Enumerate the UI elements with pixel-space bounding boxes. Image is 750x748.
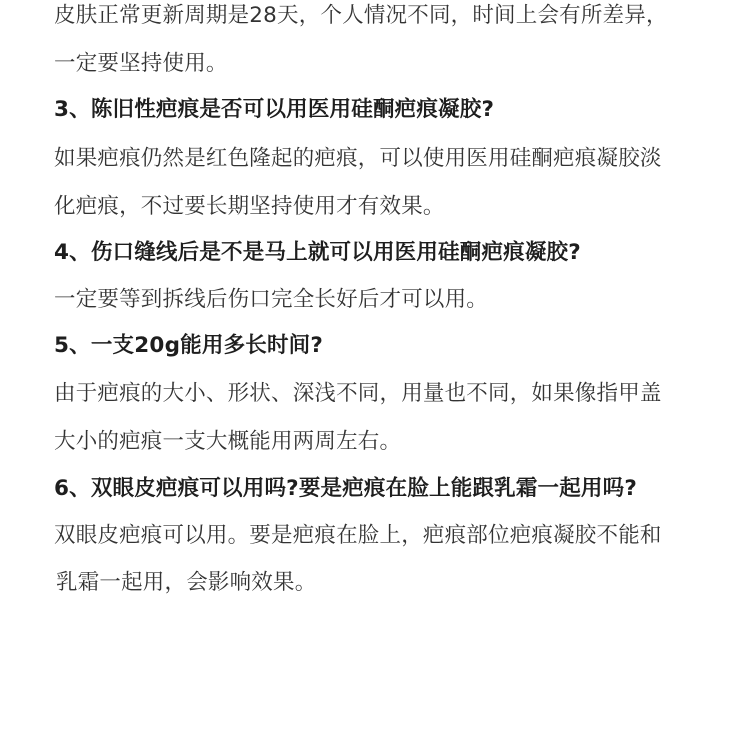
answer-4-line-1: 一定要等到拆线后伤口完全长好后才可以用。: [54, 287, 489, 312]
question-6: 6、双眼皮疤痕可以用吗?要是疤痕在脸上能跟乳霜一起用吗?: [54, 476, 638, 501]
answer-5-line-1: 由于疤痕的大小、形状、深浅不同，用量也不同，如果像指甲盖: [54, 381, 662, 406]
answer-3-line-1: 如果疤痕仍然是红色隆起的疤痕，可以使用医用硅酮疤痕凝胶淡: [54, 146, 662, 171]
answer-3-line-2: 化疤痕，不过要长期坚持使用才有效果。: [54, 194, 445, 219]
question-4: 4、伤口缝线后是不是马上就可以用医用硅酮疤痕凝胶?: [54, 240, 581, 265]
question-5: 5、一支20g能用多长时间?: [54, 333, 324, 358]
answer-2-line-1: 皮肤正常更新周期是28天，个人情况不同，时间上会有所差异，: [54, 3, 668, 28]
question-3: 3、陈旧性疤痕是否可以用医用硅酮疤痕凝胶?: [54, 97, 495, 122]
answer-2-line-2: 一定要坚持使用。: [54, 51, 228, 76]
answer-6-line-2: 乳霜一起用，会影响效果。: [56, 570, 317, 595]
answer-5-line-2: 大小的疤痕一支大概能用两周左右。: [54, 429, 402, 454]
answer-6-line-1: 双眼皮疤痕可以用。要是疤痕在脸上，疤痕部位疤痕凝胶不能和: [54, 523, 662, 548]
